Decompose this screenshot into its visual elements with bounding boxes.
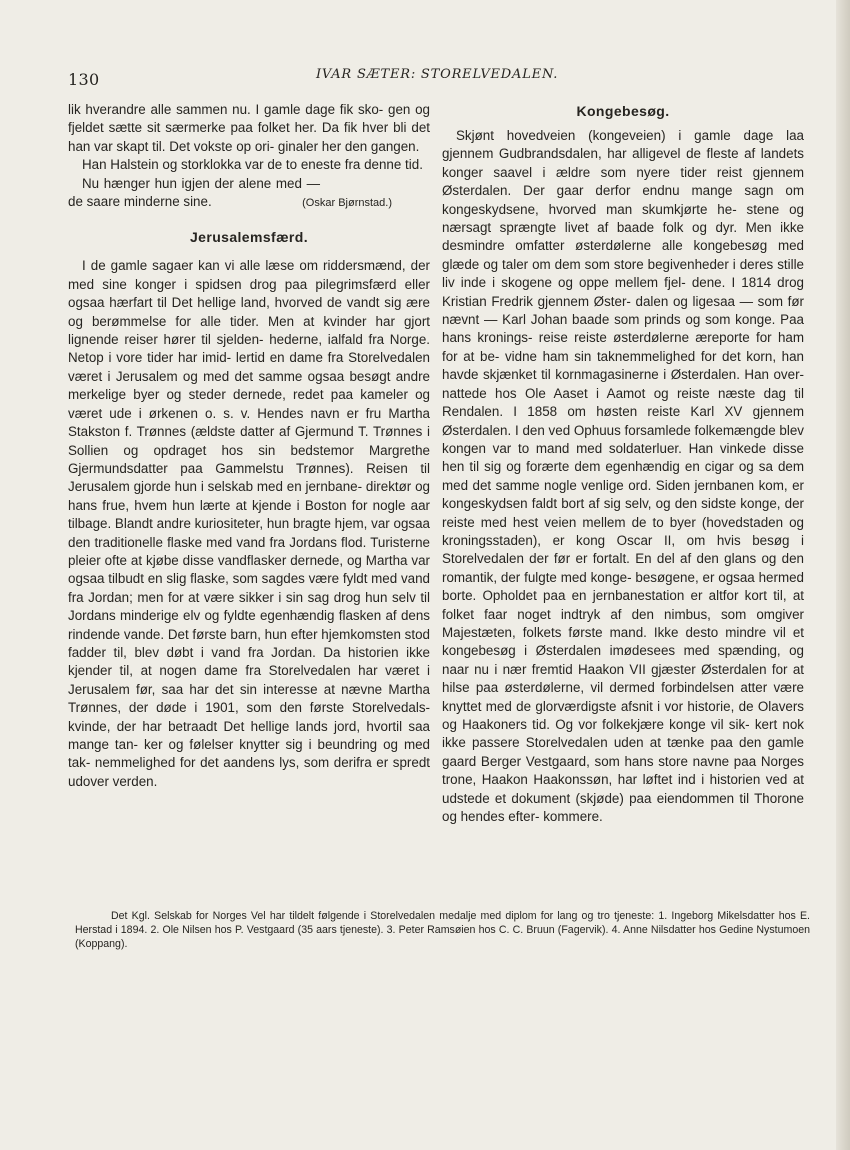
- page-number: 130: [68, 70, 100, 89]
- signature: (Oskar Bjørnstad.): [302, 197, 392, 210]
- intro-paragraph: Han Halstein og storklokka var de to eneste fra denne tid.: [82, 157, 423, 173]
- footnote: Det Kgl. Selskab for Norges Vel har tildelt følgende i Storelvedalen medalje med diplom for lang og tro tjeneste: 1. Ingeborg Mikelsdatter hos E. Herstad i 1894. 2. Ole Nilsen hos P. Vestgaard (35 aars tjeneste). 3. Peter Ramsøien hos C. C. Bruun (Fagervik). 4. Anne Nilsdatter hos Gedine Nystumoen (Koppang).: [75, 910, 810, 951]
- section-text-jerusalemsfaerd: I de gamle sagaer kan vi alle læse om riddersmænd, der med sine konger i spidsen drog paa pilegrimsfærd eller ogsaa hærfart til Det hellige land, hvorved de vandt sig ære og berømmelse for alle tider. Men at kvinder har gjort lignende reiser hører til sjelden- hederne, ialfald fra Norge. Netop i vore tider har imid- lertid en dame fra Storelvedalen været i Jerusalem og med det samme ogsaa besøgt andre merkelige byer og steder dernede, redet paa kameler og været ude i ørkenen o. s. v. Hendes navn er fru Martha Stakston f. Trønnes (ældste datter af Gjermund T. Trønnes i Sollien og opdraget hos sin bedstemor Margrethe Gjermundsdatter paa Gammelstu Trønnes). Reisen til Jerusalem gjorde hun i selskab med en jernbane- direktør og hans frue, hvem hun lærte at kjende i Boston for nogle aar tilbage. Blandt andre kuriositeter, hun bragte hjem, var ogsaa den traditionelle flaske med vand fra Jordans flod. Turisterne pleier ofte at kjøbe disse vandflasker dernede, og Martha var ogsaa tilbudt en slig flaske, som sagdes være fyldt med vand fra Jordan; men for at være sikker i sin sag drog hun selv til Jordans minderige elv og fyldte egenhændig flasken af dens rindende vande. Det første barn, hun efter hjemkomsten stod fadder til, blev døbt i vand fra Jordan. Da historien ikke kjender til, at nogen dame fra Storelvedalen har været i Jerusalem før, saa har det sin interesse at nævne Martha Trønnes, der døde i 1901, som den første Storelvedals-kvinde, der har betraadt Det hellige lands jord, hvortil saa mange tan- ker og følelser knytter sig i beundring og med tak- nemmelighed for det aandens lys, som derifra er spredt udover verden.: [68, 258, 430, 789]
- running-title: IVAR SÆTER: STORELVEDALEN.: [316, 67, 559, 82]
- section-title-kongebesog: Kongebesøg.: [576, 103, 670, 119]
- page-edge: [836, 0, 850, 1150]
- intro-paragraph: Nu hænger hun igjen der alene med — de saare minderne sine.: [68, 175, 320, 210]
- section-text-kongebesog: Skjønt hovedveien (kongeveien) i gamle dage laa gjennem Gudbrandsdalen, har alligevel de fleste af landets konger saavel i ældre som nyere tider reist gjennem Østerdalen. Der gaar derfor endnu mange sagn om kongeskydsene, hvorved man skumkjørte he- stene og nærsagt sprængte livet af baade folk og dyr. Men ikke desmindre omfatter østerdølerne alle kongebesøg med glæde og taler om dem som store begivenheder i deres stille liv inde i skogene og oppe mellem fjel- dene. I 1814 drog Kristian Fredrik gjennem Øster- dalen og ligesaa — som før nævnt — Karl Johan baade som prinds og som konge. Paa hans kronings- reise reiste østerdølerne æreporte for ham for at be- vidne ham sin taknemmelighed for det korn, han havde skjænket til kornmagasinerne i Østerdalen. Han over- nattede hos Ole Aaset i Aamot og reiste næste dag til Rendalen. I 1858 om høsten reiste Karl XV gjennem Østerdalen. I den ved Ophuus forsamlede folkemængde blev kongen var to mand med soldaterluer. Han vinkede disse hen til sig og forærte dem egenhændig en cigar og sa dem med det samme nogle venlige ord. Siden jernbanen kom, er kongeskydsen faldt bort af sig selv, og den sidste konge, der reiste med hest veien mellem de to byer (hovedstaden og kroningsstaden), er kong Oscar II, om hvis besøg i Storelvedalen der før er fortalt. En del af den glans og den romantik, der fulgte med konge- besøgene, er ogsaa hermed borte. Opholdet paa en jernbanestation er altfor kort til, at folket faar noget indtryk af den nimbus, som omgiver Majestæten, folkets første mand. Ikke desto mindre vil et kongebesøg i Østerdalen imødesees med spænding, og naar nu i nær fremtid Haakon VII gjæster Østerdalen for at hilse paa østerdølerne, vil dermed forbindelsen atter være knyttet med de glorværdigste afsnit i vor historie, de Olavers og Haakoners tid. Og vor folkekjære konge vil sik- kert nok ikke passere Storelvedalen uden at tænke paa den gamle gaard Berger Vestgaard, som hans store navne paa Norges trone, Haakon Haakonssøn, har løftet ind i historien ved at udstede et dokument (skjøde) paa eiendommen til Thorone og hendes efter- kommere.: [442, 128, 804, 825]
- section-title-jerusalemsfaerd: Jerusalemsfærd.: [189, 229, 309, 246]
- intro-paragraph: lik hverandre alle sammen nu. I gamle dage fik sko- gen og fjeldet sætte sit særmerke paa folket her. Da fik hver bli det han var skapt til. Det vokste op ori- ginaler her den gangen.: [68, 102, 430, 154]
- left-column: [68, 101, 430, 791]
- right-column: [442, 103, 804, 826]
